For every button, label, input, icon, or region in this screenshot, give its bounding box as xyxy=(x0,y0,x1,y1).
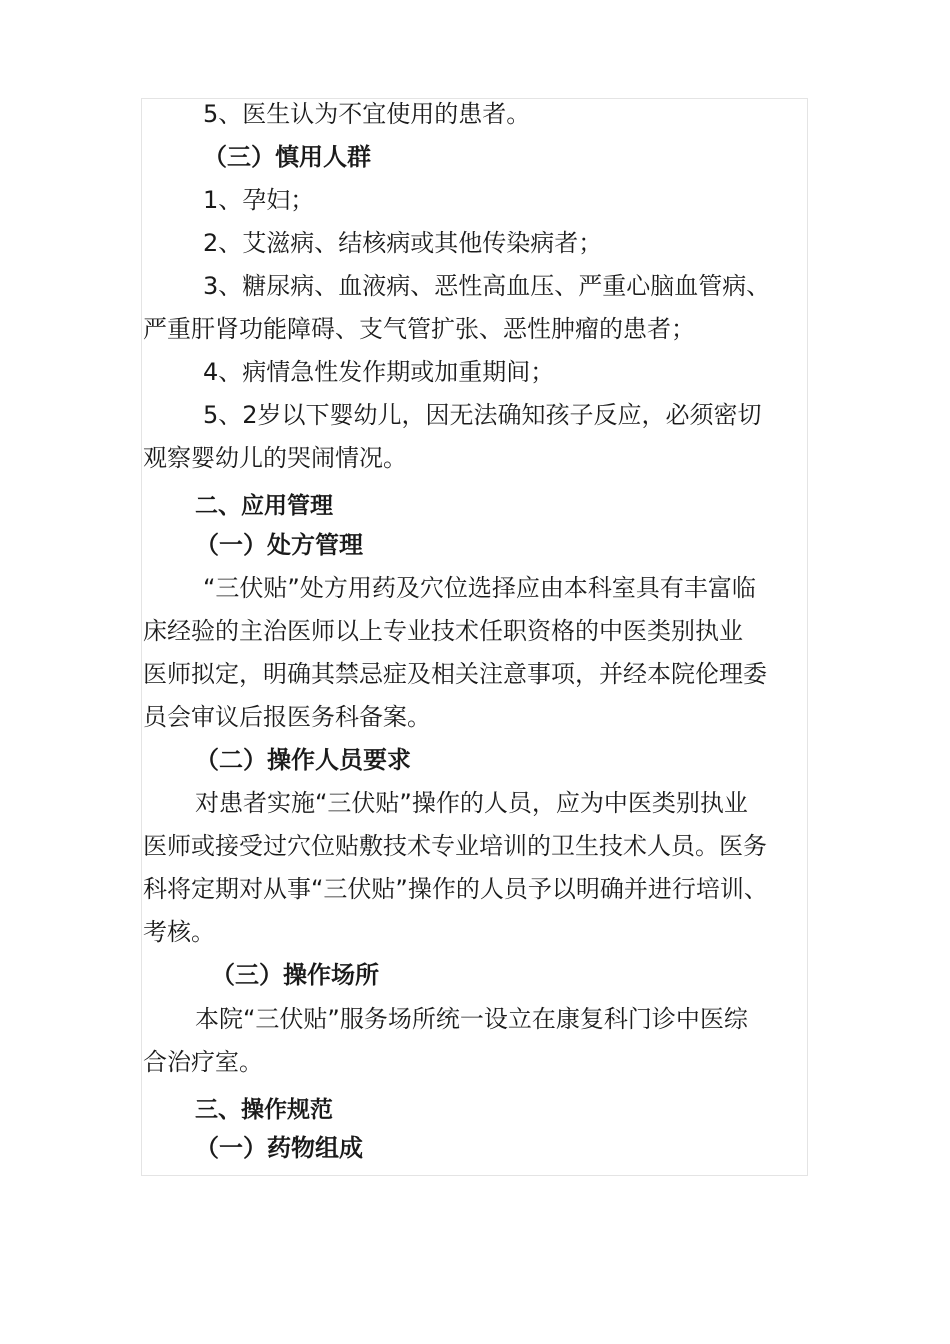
heading-drug-composition: （一）药物组成 xyxy=(195,1134,363,1162)
cautious-item-4: 4、病情急性发作期或加重期间； xyxy=(203,358,555,386)
place-para-line-1: 本院“三伏贴”服务场所统一设立在康复科门诊中医综 xyxy=(195,1005,748,1033)
heading-cautious-groups: （三）慎用人群 xyxy=(203,143,371,171)
cautious-item-1: 1、孕妇； xyxy=(203,186,315,214)
prescription-para-line-1: “三伏贴”处方用药及穴位选择应由本科室具有丰富临 xyxy=(203,574,756,602)
cautious-item-3-line-1: 3、糖尿病、血液病、恶性高血压、严重心脑血管病、 xyxy=(203,272,771,300)
staff-para-line-4: 考核。 xyxy=(143,918,215,946)
staff-para-line-1: 对患者实施“三伏贴”操作的人员，应为中医类别执业 xyxy=(195,789,748,817)
prescription-para-line-4: 员会审议后报医务科备案。 xyxy=(143,703,431,731)
cautious-item-5-line-2: 观察婴幼儿的哭闹情况。 xyxy=(143,444,407,472)
heading-staff: （二）操作人员要求 xyxy=(195,746,411,774)
cautious-item-3-line-2: 严重肝肾功能障碍、支气管扩张、恶性肿瘤的患者； xyxy=(143,315,695,343)
cautious-item-5-line-1: 5、2岁以下婴幼儿，因无法确知孩子反应，必须密切 xyxy=(203,401,762,429)
heading-prescription: （一）处方管理 xyxy=(195,531,363,559)
contraindication-item-5: 5、医生认为不宜使用的患者。 xyxy=(203,100,531,128)
section-3-title: 三、操作规范 xyxy=(195,1097,333,1123)
cautious-item-2: 2、艾滋病、结核病或其他传染病者； xyxy=(203,229,603,257)
prescription-para-line-3: 医师拟定，明确其禁忌症及相关注意事项，并经本院伦理委 xyxy=(143,660,767,688)
place-para-line-2: 合治疗室。 xyxy=(143,1048,263,1076)
staff-para-line-2: 医师或接受过穴位贴敷技术专业培训的卫生技术人员。医务 xyxy=(143,832,767,860)
staff-para-line-3: 科将定期对从事“三伏贴”操作的人员予以明确并进行培训、 xyxy=(143,875,768,903)
prescription-para-line-2: 床经验的主治医师以上专业技术任职资格的中医类别执业 xyxy=(143,617,743,645)
section-2-title: 二、应用管理 xyxy=(195,493,333,519)
heading-place: （三）操作场所 xyxy=(211,961,379,989)
